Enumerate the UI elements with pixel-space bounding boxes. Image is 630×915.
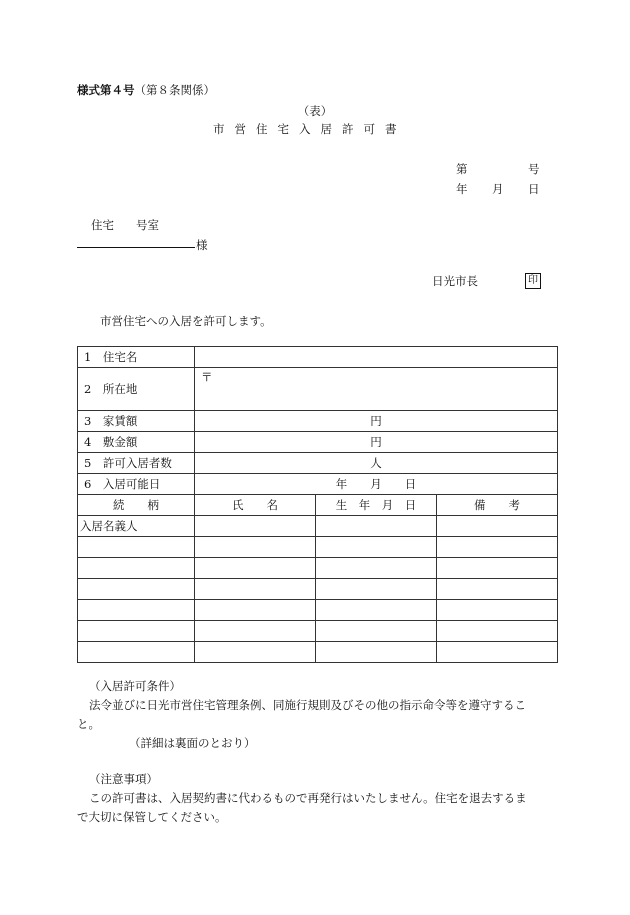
body-text: 市営住宅への入居を許可します。 xyxy=(100,314,272,328)
notes-line-2: で大切に保管してください。 xyxy=(77,810,227,824)
addressee-housing: 住宅 xyxy=(91,218,114,232)
seal-mark xyxy=(525,272,541,289)
table-row-occupants xyxy=(78,453,558,474)
member-cell xyxy=(78,537,195,558)
addressee-underline xyxy=(77,247,195,248)
conditions-detail: （詳細は裏面のとおり） xyxy=(129,736,256,750)
member-row xyxy=(78,621,558,642)
conditions-line-2: と。 xyxy=(77,717,100,731)
date-month: 月 xyxy=(492,182,504,196)
member-row xyxy=(78,516,558,537)
member-cell xyxy=(437,516,558,537)
member-row xyxy=(78,537,558,558)
member-cell xyxy=(78,621,195,642)
row-label: 6 入居可能日 xyxy=(78,474,195,495)
row-label: 1 住宅名 xyxy=(78,347,195,368)
table-row-location xyxy=(78,368,558,411)
member-cell xyxy=(195,579,316,600)
row-value: 円 xyxy=(195,411,558,432)
page-title: 市営住宅入居許可書 xyxy=(213,122,407,136)
row-label: 5 許可入居者数 xyxy=(78,453,195,474)
member-cell xyxy=(78,600,195,621)
form-id xyxy=(77,82,215,98)
member-row xyxy=(78,600,558,621)
notes-section xyxy=(77,770,557,827)
conditions-heading: （入居許可条件） xyxy=(89,679,181,693)
row-value: 年 月 日 xyxy=(195,474,558,495)
column-header: 続 柄 xyxy=(78,495,195,516)
form-number: 様式第４号 xyxy=(77,83,135,97)
member-row xyxy=(78,579,558,600)
table-row-move-in-date xyxy=(78,474,558,495)
member-row xyxy=(78,642,558,663)
member-cell xyxy=(78,579,195,600)
doc-number-suffix: 号 xyxy=(528,162,540,176)
member-cell xyxy=(78,558,195,579)
addressee-room: 号室 xyxy=(136,218,159,232)
member-cell xyxy=(316,537,437,558)
doc-number-prefix: 第 xyxy=(456,162,468,176)
member-cell xyxy=(195,537,316,558)
addressee-honorific: 様 xyxy=(196,238,208,252)
row-value: 円 xyxy=(195,432,558,453)
member-cell xyxy=(437,600,558,621)
member-cell xyxy=(195,642,316,663)
column-header: 備 考 xyxy=(437,495,558,516)
conditions-section xyxy=(77,677,557,753)
member-cell xyxy=(437,642,558,663)
form-relation: （第８条関係） xyxy=(134,83,215,97)
permit-table xyxy=(77,346,558,663)
table-row-housing-name xyxy=(78,347,558,368)
side-label: （表） xyxy=(297,104,333,118)
member-header-row xyxy=(78,495,558,516)
column-header: 氏 名 xyxy=(195,495,316,516)
row-label: 2 所在地 xyxy=(78,368,195,411)
member-cell xyxy=(316,600,437,621)
member-cell xyxy=(316,558,437,579)
member-cell xyxy=(437,621,558,642)
member-cell xyxy=(195,621,316,642)
notes-heading: （注意事項） xyxy=(89,772,158,786)
column-header: 生 年 月 日 xyxy=(316,495,437,516)
notes-line-1: この許可書は、入居契約書に代わるもので再発行はいたしません。住宅を退去するま xyxy=(89,791,527,805)
member-cell: 入居名義人 xyxy=(78,516,195,537)
row-value: 人 xyxy=(195,453,558,474)
member-cell xyxy=(437,579,558,600)
seal-stamp: 印 xyxy=(525,273,541,289)
member-cell xyxy=(78,642,195,663)
row-label: 4 敷金額 xyxy=(78,432,195,453)
table-row-deposit xyxy=(78,432,558,453)
issuer-name: 日光市長 xyxy=(432,274,478,288)
member-row xyxy=(78,558,558,579)
member-cell xyxy=(195,600,316,621)
member-cell xyxy=(316,516,437,537)
table-row-rent xyxy=(78,411,558,432)
date-year: 年 xyxy=(456,182,468,196)
conditions-line-1: 法令並びに日光市営住宅管理条例、同施行規則及びその他の指示命令等を遵守するこ xyxy=(89,698,526,712)
row-value: 〒 xyxy=(195,368,558,411)
member-cell xyxy=(437,537,558,558)
row-value xyxy=(195,347,558,368)
row-label: 3 家賃額 xyxy=(78,411,195,432)
member-cell xyxy=(316,579,437,600)
member-cell xyxy=(437,558,558,579)
member-cell xyxy=(195,558,316,579)
member-cell xyxy=(316,621,437,642)
member-cell xyxy=(316,642,437,663)
date-day: 日 xyxy=(528,182,540,196)
member-cell xyxy=(195,516,316,537)
